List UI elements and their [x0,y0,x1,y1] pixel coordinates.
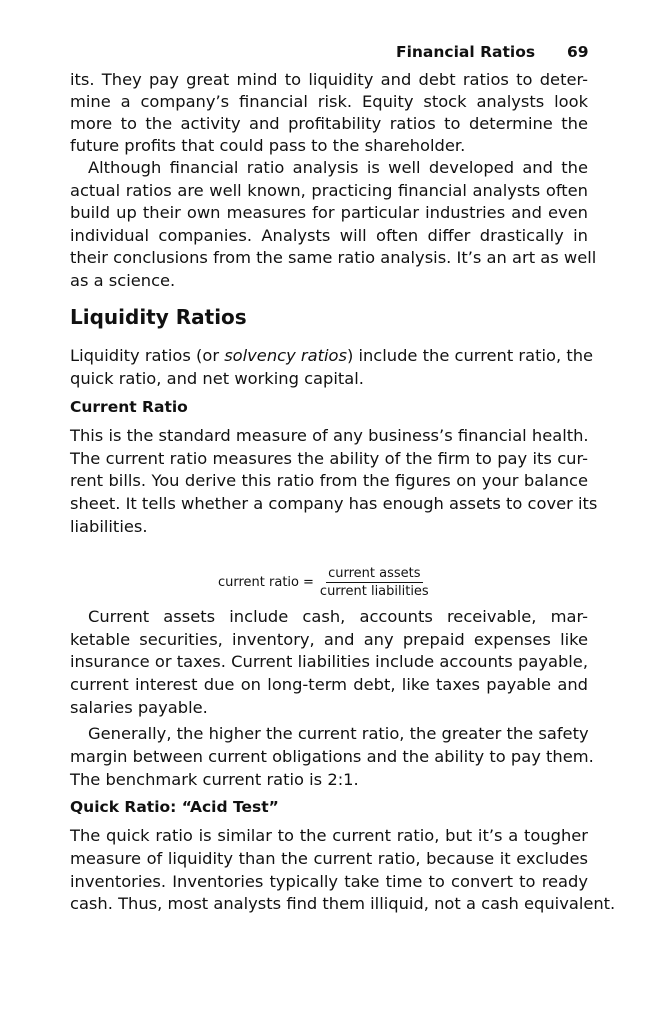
section-heading: Liquidity Ratios [70,305,247,329]
text-line: build up their own measures for particular industries and even [70,203,588,222]
italic-term: solvency ratios [224,346,347,365]
text-line: quick ratio, and net working capital. [70,369,364,388]
text-line: Current assets include cash, accounts receivable, mar- [88,607,588,626]
current-ratio-formula [218,566,431,599]
subsection-heading: Current Ratio [70,398,188,416]
text-line: measure of liquidity than the current ratio, because it excludes [70,849,588,868]
text-line: The benchmark current ratio is 2:1. [70,770,359,789]
running-title: Financial Ratios [396,43,536,61]
fraction [318,566,431,599]
text-line: The quick ratio is similar to the current ratio, but it’s a tougher [70,826,588,845]
text-run: Liquidity ratios (or [70,346,225,365]
text-line: its. They pay great mind to liquidity and debt ratios to deter- [70,70,588,89]
formula-lhs: current ratio [218,575,300,590]
text-line [70,346,594,366]
text-line: margin between current obligations and the ability to pay them. [70,747,594,766]
text-line: more to the activity and profitability ratios to determine the [70,114,588,133]
text-line: Although financial ratio analysis is well developed and the [88,158,588,177]
text-line: ketable securities, inventory, and any prepaid expenses like [70,630,588,649]
text-line: mine a company’s financial risk. Equity stock analysts look [70,92,588,111]
text-line: individual companies. Analysts will often differ drastically in [70,226,588,245]
text-line: insurance or taxes. Current liabilities include accounts payable, [70,652,588,671]
text-line: rent bills. You derive this ratio from the figures on your balance [70,471,588,490]
text-run: ) include the current ratio, the [346,346,594,365]
denominator: current liabilities [319,584,429,599]
text-line: sheet. It tells whether a company has enough assets to cover its [70,494,598,513]
numerator: current assets [328,566,421,581]
text-line: as a science. [70,271,176,290]
text-line: cash. Thus, most analysts find them illiquid, not a cash equivalent. [70,894,616,913]
text-line: salaries payable. [70,698,208,717]
text-line: actual ratios are well known, practicing financial analysts often [70,181,588,200]
text-line: inventories. Inventories typically take time to convert to ready [70,872,588,891]
subsection-heading: Quick Ratio: “Acid Test” [70,798,279,816]
text-line: current interest due on long-term debt, like taxes payable and [70,675,588,694]
text-line: Generally, the higher the current ratio, the greater the safety [88,724,589,743]
text-line: future profits that could pass to the shareholder. [70,136,466,155]
page-number: 69 [567,43,589,61]
formula-equals: = [303,575,314,590]
text-line: their conclusions from the same ratio analysis. It’s an art as well [70,248,597,267]
text-line: This is the standard measure of any business’s financial health. [70,426,589,445]
text-line: The current ratio measures the ability of the firm to pay its cur- [70,449,588,468]
text-line: liabilities. [70,517,148,536]
